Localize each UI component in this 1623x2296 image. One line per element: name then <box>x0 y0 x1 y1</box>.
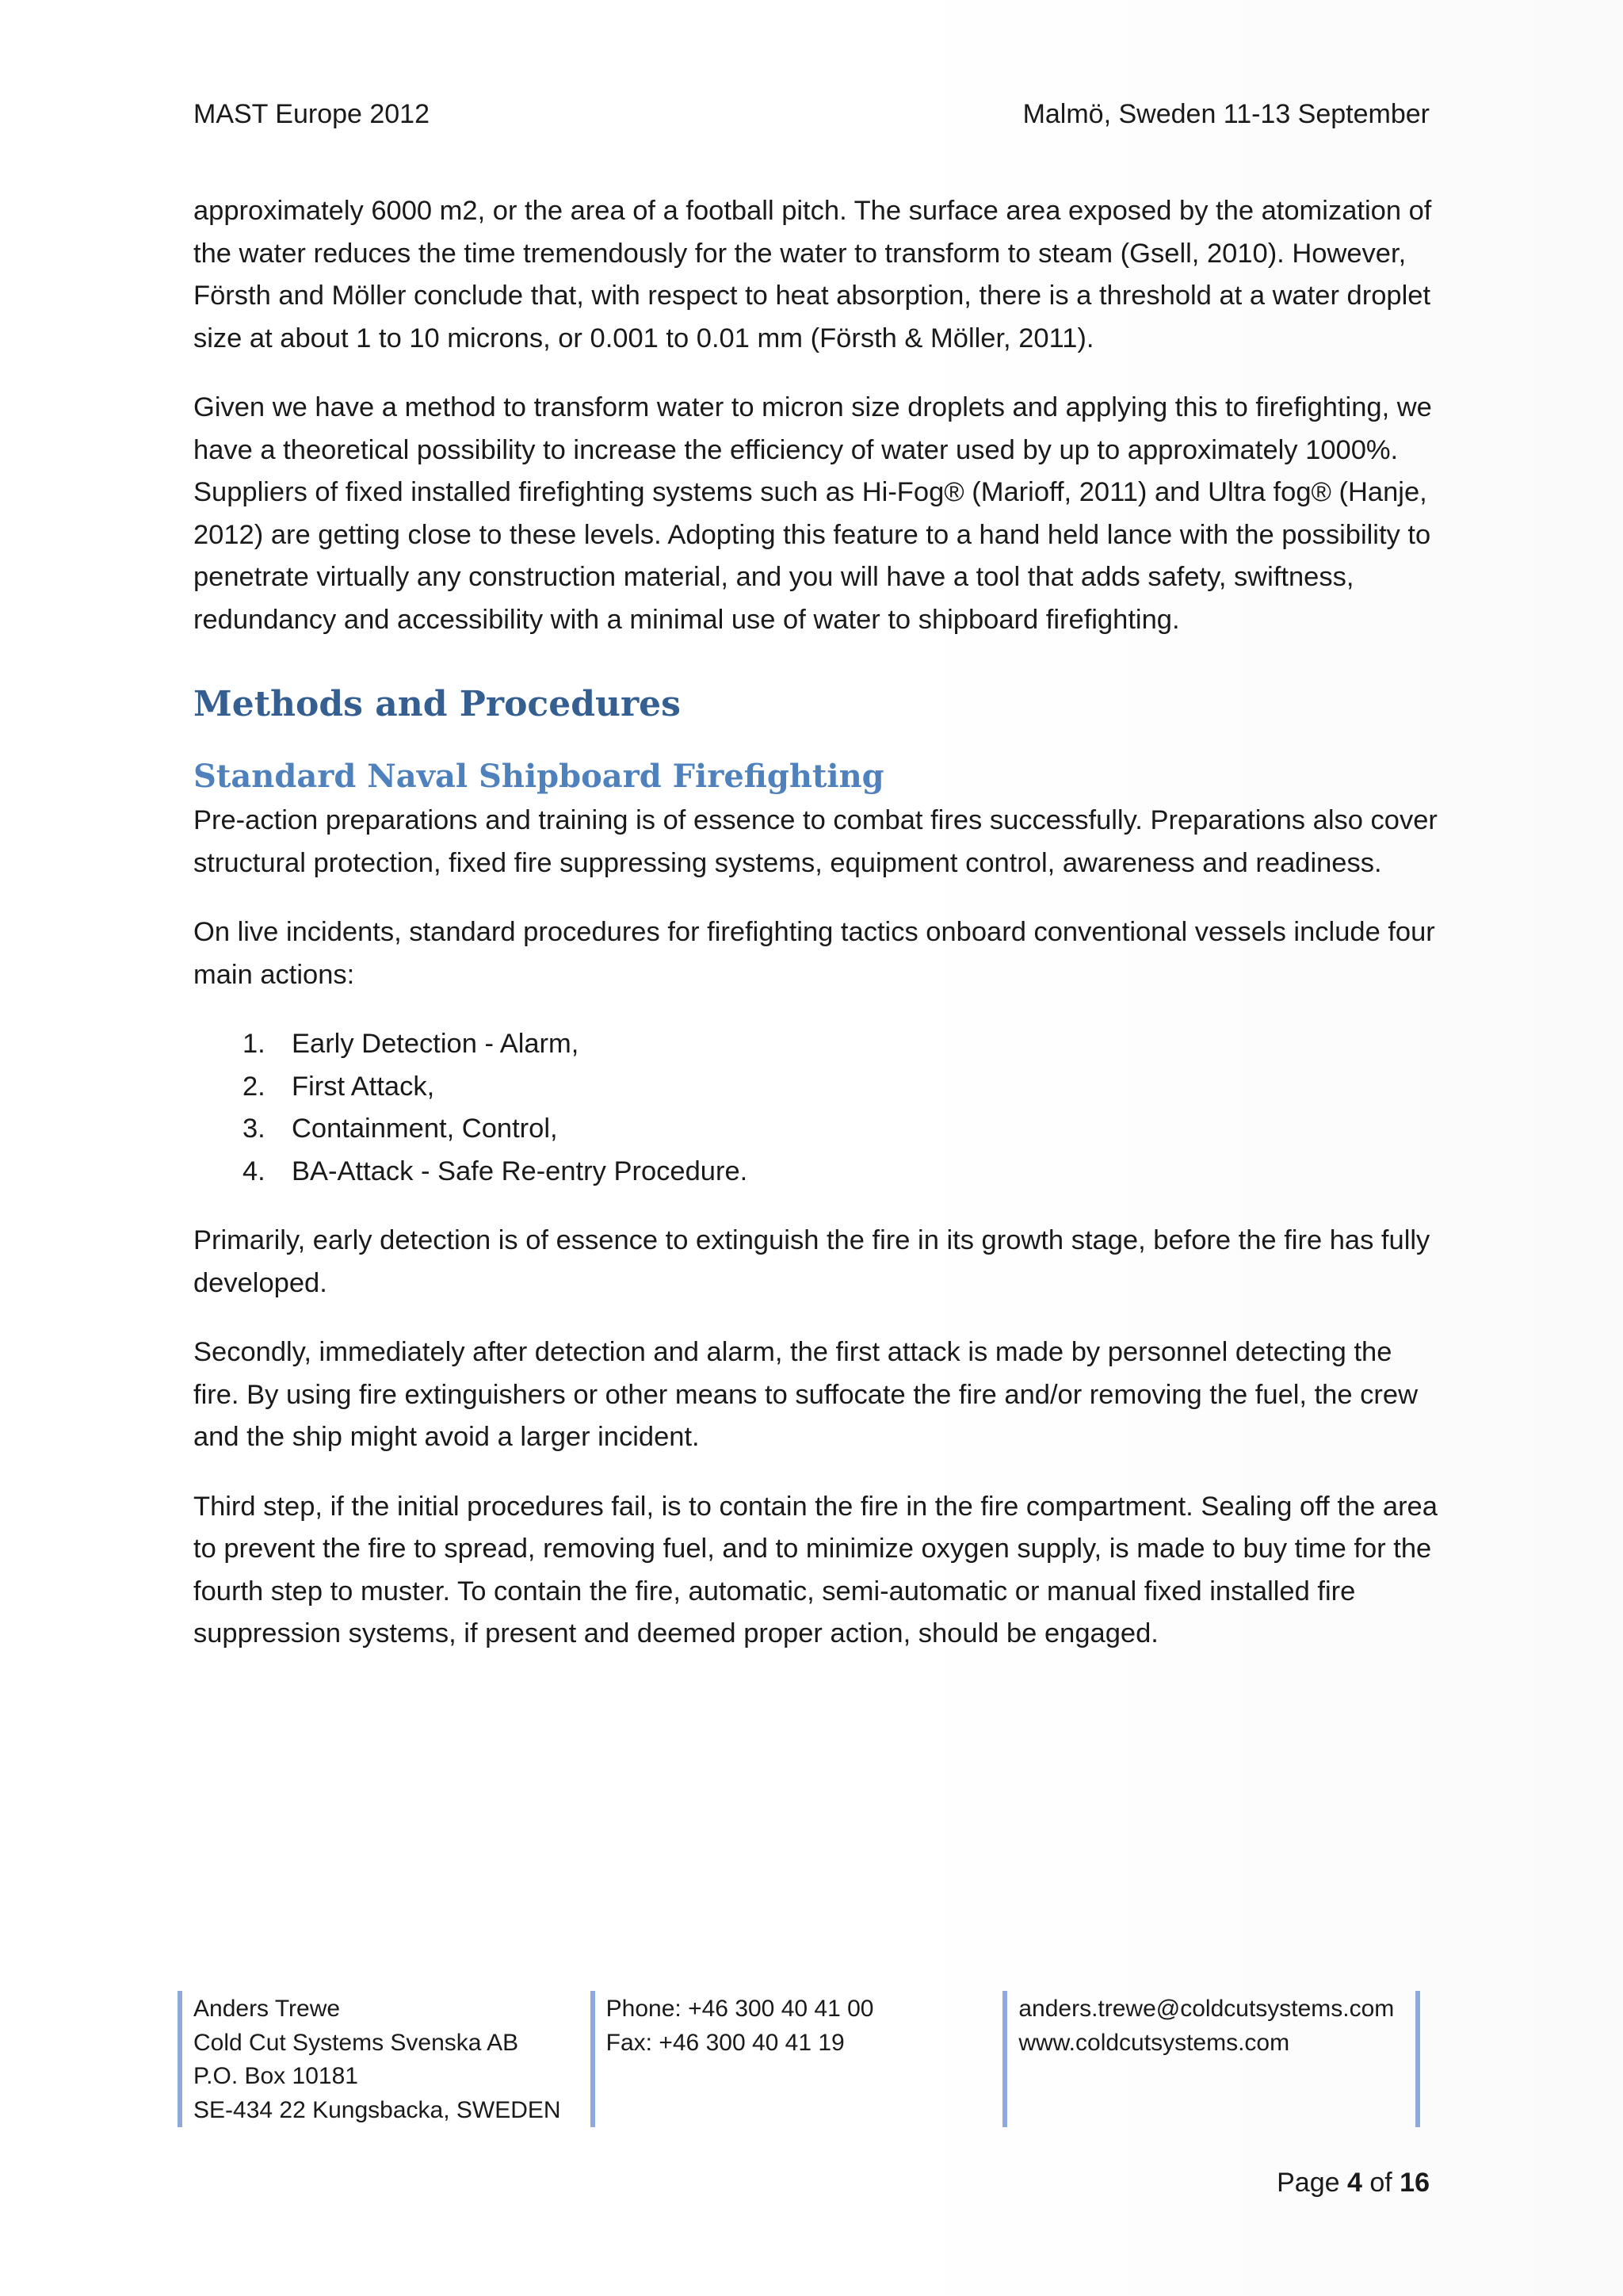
footer-contact-phone <box>590 1991 1003 2127</box>
paragraph: Pre-action preparations and training is of essence to combat fires successfully. Preparations also cover structural protection, fixed fire suppressing systems, equipment control, awareness and readiness. <box>193 805 1438 878</box>
header-conference: MAST Europe 2012 <box>193 99 430 129</box>
list-number: 1. <box>242 1029 265 1059</box>
footer-company: Cold Cut Systems Svenska AB <box>193 2029 519 2056</box>
footer-website[interactable]: www.coldcutsystems.com <box>1018 2029 1290 2056</box>
list-item <box>242 1108 1438 1151</box>
page-label: Page <box>1277 2168 1340 2198</box>
list-item <box>242 1151 1438 1194</box>
list-text: BA-Attack - Safe Re-entry Procedure. <box>292 1156 748 1186</box>
footer-phone: Phone: +46 300 40 41 00 <box>605 1996 874 2022</box>
list-number: 3. <box>242 1114 265 1144</box>
footer-fax: Fax: +46 300 40 41 19 <box>605 2029 845 2056</box>
footer-name: Anders Trewe <box>193 1996 341 2022</box>
document-body <box>193 190 1438 1683</box>
paragraph: Primarily, early detection is of essence to extinguish the fire in its growth stage, before the fire has fully developed. <box>193 1225 1430 1298</box>
subsection-heading: Standard Naval Shipboard Firefighting <box>193 758 884 795</box>
list-text: Containment, Control, <box>292 1114 558 1144</box>
header-location-date: Malmö, Sweden 11-13 September <box>1022 99 1430 129</box>
page-number <box>1277 2164 1430 2202</box>
footer-email[interactable]: anders.trewe@coldcutsystems.com <box>1018 1996 1395 2022</box>
numbered-list <box>242 1023 1438 1193</box>
paragraph: Third step, if the initial procedures fail, is to contain the fire in the fire compartment. Sealing off the area to prevent the fire to spread, removing fuel, and to minimize oxygen supply, is made to buy time for the fourth step to muster. To contain the fire, automatic, semi-automatic or manual fixed installed fire suppression systems, if present and deemed proper action, should be engaged. <box>193 1491 1438 1648</box>
page-of: of <box>1369 2168 1392 2198</box>
footer-contact-address <box>178 1991 590 2127</box>
list-number: 4. <box>242 1156 265 1186</box>
page-current: 4 <box>1346 2168 1362 2198</box>
footer-po-box: P.O. Box 10181 <box>193 2063 358 2089</box>
paragraph: Given we have a method to transform water to micron size droplets and applying this to firefighting, we have a theoretical possibility to increase the efficiency of water used by up to approximately 1000%. Suppliers of fixed installed firefighting systems such as Hi-Fog® (Marioff, 2011) and Ultra fog® (Hanje, 2012) are getting close to these levels. Adopting this feature to a hand held lance with the possibility to penetrate virtually any construction material, and you will have a tool that adds safety, swiftness, redundancy and accessibility with a minimal use of water to shipboard firefighting. <box>193 392 1432 635</box>
paragraph: approximately 6000 m2, or the area of a football pitch. The surface area exposed by the atomization of the water reduces the time tremendously for the water to transform to steam (Gsell, 2010). However, Försth and Möller conclude that, with respect to heat absorption, there is a threshold at a water droplet size at about 1 to 10 microns, or 0.001 to 0.01 mm (Försth & Möller, 2011). <box>193 196 1432 353</box>
footer-city: SE-434 22 Kungsbacka, SWEDEN <box>193 2096 561 2123</box>
list-number: 2. <box>242 1071 265 1102</box>
page-footer <box>178 1991 1420 2127</box>
paragraph: On live incidents, standard procedures for firefighting tactics onboard conventional vessels include four main actions: <box>193 917 1435 990</box>
paragraph: Secondly, immediately after detection and alarm, the first attack is made by personnel detecting the fire. By using fire extinguishers or other means to suffocate the fire and/or removing the fuel, the crew and the ship might avoid a larger incident. <box>193 1337 1418 1452</box>
list-text: First Attack, <box>292 1071 435 1102</box>
list-text: Early Detection - Alarm, <box>292 1029 579 1059</box>
list-item <box>242 1023 1438 1066</box>
footer-contact-web <box>1002 1991 1420 2127</box>
list-item <box>242 1066 1438 1109</box>
page-header <box>193 95 1430 133</box>
page-total: 16 <box>1400 2168 1430 2198</box>
section-heading: Methods and Procedures <box>193 684 681 724</box>
